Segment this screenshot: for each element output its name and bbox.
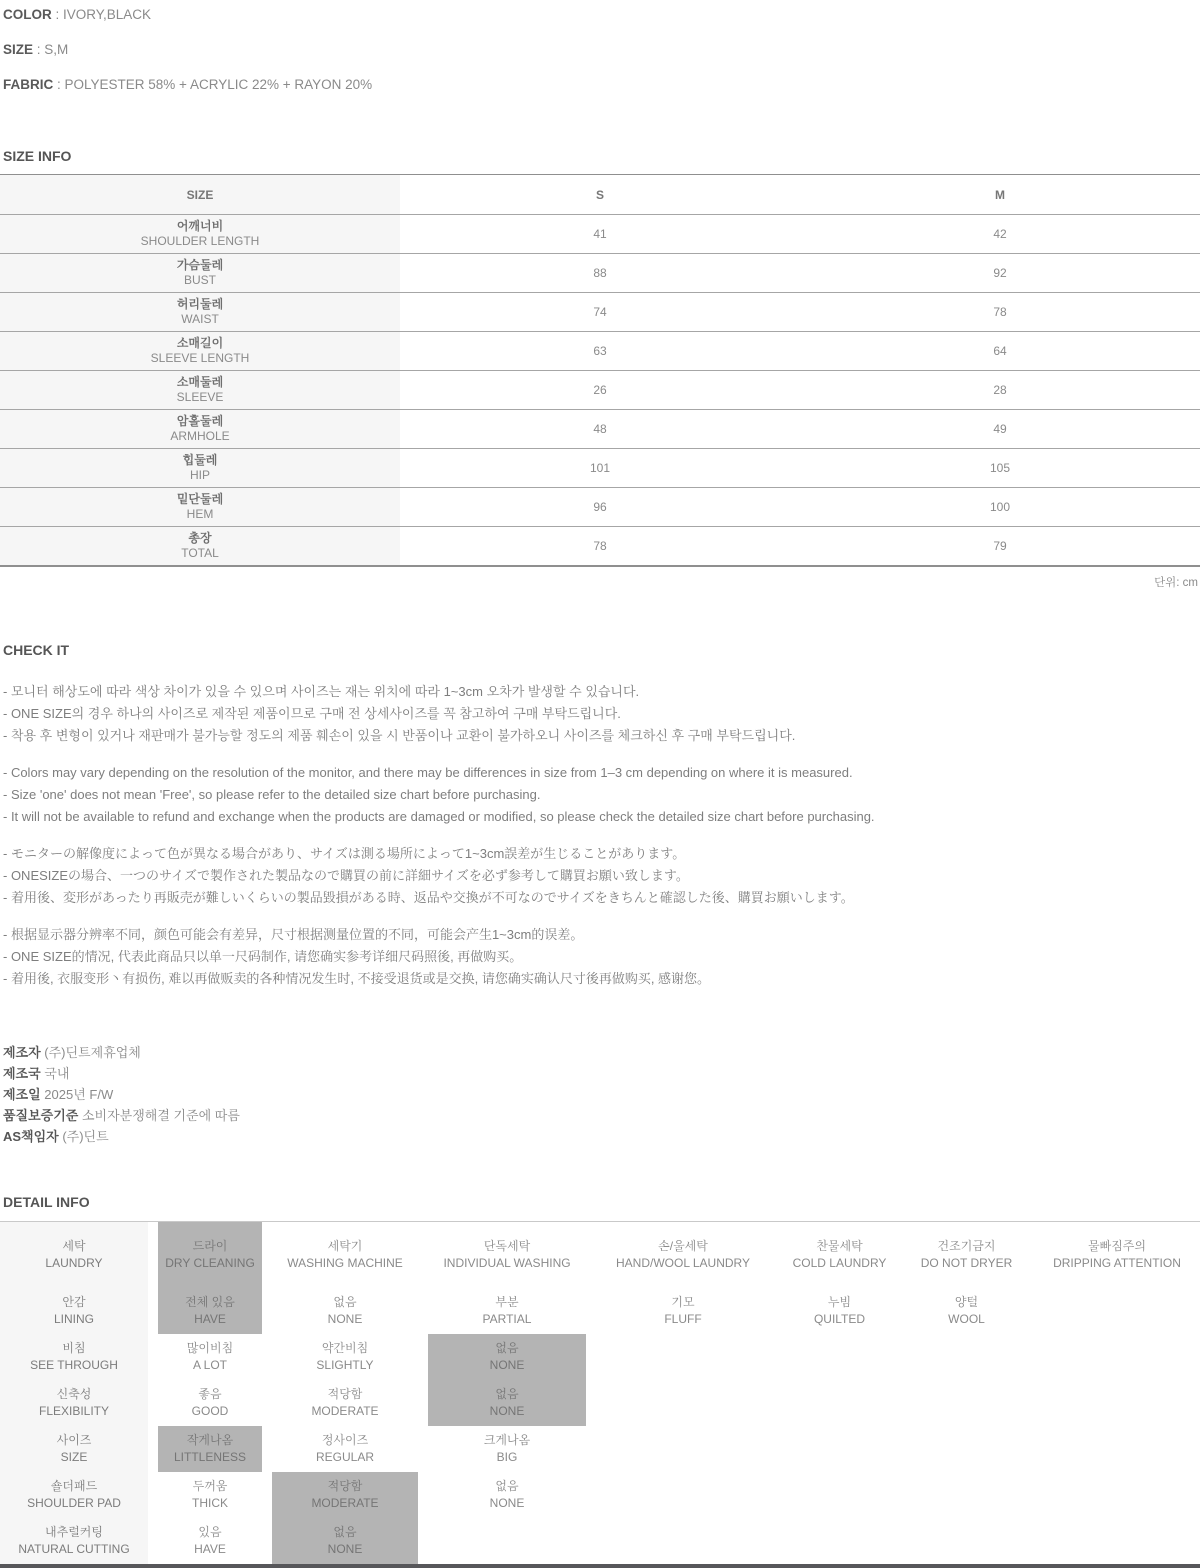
value-s: 96 — [400, 488, 800, 527]
care-option: 없음 NONE — [428, 1380, 586, 1426]
care-option: 전체 있음 HAVE — [158, 1288, 262, 1334]
check-it-heading: CHECK IT — [3, 642, 70, 658]
care-option: 없음 NONE — [489, 1479, 525, 1510]
unit-note: 단위: cm — [1154, 577, 1198, 589]
row-label-ko: 암홀둘레 — [176, 414, 224, 428]
care-option: 기모 FLUFF — [664, 1295, 702, 1326]
care-option: 없음 NONE — [428, 1334, 586, 1380]
manufacturer-value: (주)딘트제휴업체 — [40, 1045, 141, 1060]
value-s: 26 — [400, 371, 800, 410]
note-line: - ONESIZEの場合、一つのサイズで製作された製品なので購買の前に詳細サイズを必ず参考して購買お願い致します。 — [3, 868, 689, 883]
detail-row-label: 사이즈 SIZE — [0, 1426, 148, 1472]
manufacturer-line — [3, 1126, 1200, 1147]
care-option-empty — [1034, 1380, 1200, 1426]
row-label-ko: 허리둘레 — [176, 297, 224, 311]
care-option: 누빔 QUILTED — [813, 1295, 866, 1326]
detail-info-table — [0, 1221, 1200, 1568]
row-label-en: HIP — [189, 468, 210, 482]
care-option: 있음 HAVE — [194, 1525, 226, 1556]
care-option-empty — [1034, 1334, 1200, 1380]
value-m: 100 — [800, 488, 1200, 527]
row-label-ko: 밑단둘레 — [176, 492, 224, 506]
care-option-empty — [1034, 1518, 1200, 1564]
care-option-empty — [780, 1334, 899, 1380]
manufacturer-value: (주)딘트 — [58, 1129, 109, 1144]
manufacturer-line — [3, 1042, 1200, 1063]
value-m: 78 — [800, 293, 1200, 332]
manufacturer-label: 품질보증기준 — [3, 1108, 79, 1123]
care-option-empty — [780, 1518, 899, 1564]
fabric-label: FABRIC — [3, 77, 54, 92]
value-s: 63 — [400, 332, 800, 371]
manufacturer-label: AS책임자 — [3, 1129, 59, 1144]
manufacturer-info — [3, 1042, 1200, 1147]
color-line — [3, 7, 1200, 22]
detail-row-label: 세탁 LAUNDRY — [0, 1222, 148, 1288]
row-label-ko: 소매길이 — [176, 336, 224, 350]
care-option: 많이비침 A LOT — [186, 1341, 234, 1372]
row-label-en: ARMHOLE — [170, 429, 230, 443]
care-option: 적당함 MODERATE — [272, 1472, 418, 1518]
value-s: 48 — [400, 410, 800, 449]
color-value: : IVORY,BLACK — [51, 7, 152, 22]
row-label-en: HEM — [186, 507, 214, 521]
note-line: - 착용 후 변형이 있거나 재판매가 불가능할 정도의 제품 훼손이 있을 시 반품이나 교환이 불가하오니 사이즈를 체크하신 후 구매 부탁드립니다. — [3, 728, 796, 743]
table-row — [0, 527, 1200, 567]
care-option: 드라이 DRY CLEANING — [158, 1222, 262, 1288]
row-label-ko: 어깨너비 — [176, 219, 224, 233]
row-label-en: WAIST — [181, 312, 219, 326]
care-option-empty — [596, 1426, 770, 1472]
note-line: - 根据显示器分辨率不同，颜色可能会有差异，尺寸根据测量位置的不同，可能会产生1~3cm的误差。 — [3, 927, 584, 942]
care-option: 물빠짐주의 DRIPPING ATTENTION — [1053, 1239, 1181, 1270]
value-m: 105 — [800, 449, 1200, 488]
value-m: 92 — [800, 254, 1200, 293]
care-option-empty — [780, 1426, 899, 1472]
size-line — [3, 42, 1200, 57]
care-option-empty — [780, 1380, 899, 1426]
row-label-ko: 소매둘레 — [176, 375, 224, 389]
table-row — [0, 254, 1200, 293]
note-line: - ONE SIZE的情况, 代表此商品只以单一尺码制作, 请您确实参考详细尺码照後, 再做购买。 — [3, 949, 523, 964]
color-label: COLOR — [3, 7, 52, 22]
row-label-en: SLEEVE LENGTH — [150, 351, 250, 365]
value-s: 88 — [400, 254, 800, 293]
manufacturer-label: 제조일 — [3, 1087, 41, 1102]
detail-row-label: 안감 LINING — [0, 1288, 148, 1334]
size-info-heading: SIZE INFO — [3, 148, 72, 164]
care-option: 정사이즈 REGULAR — [315, 1433, 374, 1464]
care-option-empty — [909, 1518, 1024, 1564]
size-table-header-row — [0, 175, 1200, 215]
value-m: 28 — [800, 371, 1200, 410]
care-option-empty — [596, 1472, 770, 1518]
detail-row-label: 비침 SEE THROUGH — [0, 1334, 148, 1380]
care-option: 없음 NONE — [327, 1295, 363, 1326]
note-line: - モニターの解像度によって色が異なる場合があり、サイズは測る場所によって1~3cm誤差が生じることがあります。 — [3, 846, 686, 861]
care-option-empty — [909, 1472, 1024, 1518]
row-label-en: SLEEVE — [176, 390, 224, 404]
fabric-value: : POLYESTER 58% + ACRYLIC 22% + RAYON 20% — [53, 77, 373, 92]
table-row — [0, 371, 1200, 410]
size-col-header: SIZE — [0, 175, 400, 215]
value-m: 42 — [800, 215, 1200, 254]
value-m: 79 — [800, 527, 1200, 567]
s-col-header: S — [595, 187, 604, 202]
care-option-empty — [1034, 1472, 1200, 1518]
value-m: 64 — [800, 332, 1200, 371]
table-row — [0, 215, 1200, 254]
manufacturer-line — [3, 1063, 1200, 1084]
note-line: - ONE SIZE의 경우 하나의 사이즈로 제작된 제품이므로 구매 전 상세사이즈를 꼭 참고하여 구매 부탁드립니다. — [3, 706, 621, 721]
check-group-korean — [3, 681, 1200, 747]
note-line: - 着用後、変形があったり再販売が難しいくらいの製品毀損がある時、返品や交換が不可なのでサイズをきちんと確認した後、購買お願いします。 — [3, 890, 854, 905]
detail-row-label: 숄더패드 SHOULDER PAD — [0, 1472, 148, 1518]
row-label-ko: 가슴둘레 — [176, 258, 224, 272]
care-option: 손/울세탁 HAND/WOOL LAUNDRY — [615, 1239, 751, 1270]
value-s: 41 — [400, 215, 800, 254]
size-value: : S,M — [33, 42, 69, 57]
manufacturer-line — [3, 1084, 1200, 1105]
care-option: 좋음 GOOD — [191, 1387, 229, 1418]
note-line: - 着用後, 衣服变形丶有损伤, 难以再做贩卖的各种情况发生时, 不接受退货或是交换, 请您确实确认尺寸後再做购买, 感谢您。 — [3, 971, 711, 986]
care-option: 양털 WOOL — [948, 1295, 985, 1326]
care-option: 없음 NONE — [272, 1518, 418, 1564]
care-option: 크게나옴 BIG — [483, 1433, 531, 1464]
care-option-empty — [909, 1426, 1024, 1472]
care-option: 건조기금지 DO NOT DRYER — [920, 1239, 1013, 1270]
care-option: 적당함 MODERATE — [311, 1387, 379, 1418]
manufacturer-label: 제조국 — [3, 1066, 41, 1081]
value-s: 101 — [400, 449, 800, 488]
row-label-en: TOTAL — [181, 546, 219, 560]
check-group-chinese — [3, 924, 1200, 990]
care-option-empty — [596, 1518, 770, 1564]
manufacturer-value: 소비자분쟁해결 기준에 따름 — [78, 1108, 240, 1123]
check-group-japanese — [3, 843, 1200, 909]
check-it-notes — [0, 681, 1200, 990]
care-option-empty — [596, 1380, 770, 1426]
care-option-empty — [1034, 1288, 1200, 1334]
size-table — [0, 174, 1200, 567]
care-option-empty — [1034, 1426, 1200, 1472]
product-summary — [0, 0, 1200, 92]
care-option: 두꺼움 THICK — [192, 1479, 228, 1510]
note-line: - It will not be available to refund and exchange when the products are damaged or modified, so please check the detailed size chart before purchasing. — [3, 809, 875, 824]
note-line: - Size 'one' does not mean 'Free', so please refer to the detailed size chart before purchasing. — [3, 787, 541, 802]
table-row — [0, 293, 1200, 332]
manufacturer-value: 2025년 F/W — [40, 1087, 114, 1102]
manufacturer-label: 제조자 — [3, 1045, 41, 1060]
value-s: 74 — [400, 293, 800, 332]
row-label-ko: 총장 — [188, 531, 212, 545]
row-label-en: BUST — [183, 273, 216, 287]
care-option: 세탁기 WASHING MACHINE — [287, 1239, 403, 1270]
care-option: 단독세탁 INDIVIDUAL WASHING — [443, 1239, 571, 1270]
care-option-empty — [909, 1380, 1024, 1426]
care-option: 약간비침 SLIGHTLY — [316, 1341, 374, 1372]
care-option-empty — [909, 1334, 1024, 1380]
check-group-english — [3, 762, 1200, 828]
manufacturer-value: 국내 — [40, 1066, 70, 1081]
value-s: 78 — [400, 527, 800, 567]
care-option-empty — [596, 1334, 770, 1380]
table-row — [0, 410, 1200, 449]
manufacturer-line — [3, 1105, 1200, 1126]
care-option-empty — [428, 1518, 586, 1564]
table-row — [0, 488, 1200, 527]
detail-row-label: 신축성 FLEXIBILITY — [0, 1380, 148, 1426]
size-label: SIZE — [3, 42, 34, 57]
note-line: - Colors may vary depending on the resolution of the monitor, and there may be differences in size from 1–3 cm depending on where it is measured. — [3, 765, 853, 780]
care-option-empty — [780, 1472, 899, 1518]
row-label-ko: 힙둘레 — [182, 453, 218, 467]
care-option: 찬물세탁 COLD LAUNDRY — [792, 1239, 887, 1270]
note-line: - 모니터 해상도에 따라 색상 차이가 있을 수 있으며 사이즈는 재는 위치에 따라 1~3cm 오차가 발생할 수 있습니다. — [3, 684, 640, 699]
table-row — [0, 332, 1200, 371]
m-col-header: M — [995, 187, 1005, 202]
table-row — [0, 449, 1200, 488]
value-m: 49 — [800, 410, 1200, 449]
row-label-en: SHOULDER LENGTH — [140, 234, 260, 248]
care-option: 부분 PARTIAL — [482, 1295, 532, 1326]
detail-row-label: 내추럴커팅 NATURAL CUTTING — [0, 1518, 148, 1564]
detail-info-heading: DETAIL INFO — [3, 1194, 90, 1210]
fabric-line — [3, 77, 1200, 92]
care-option: 작게나옴 LITTLENESS — [158, 1426, 262, 1472]
